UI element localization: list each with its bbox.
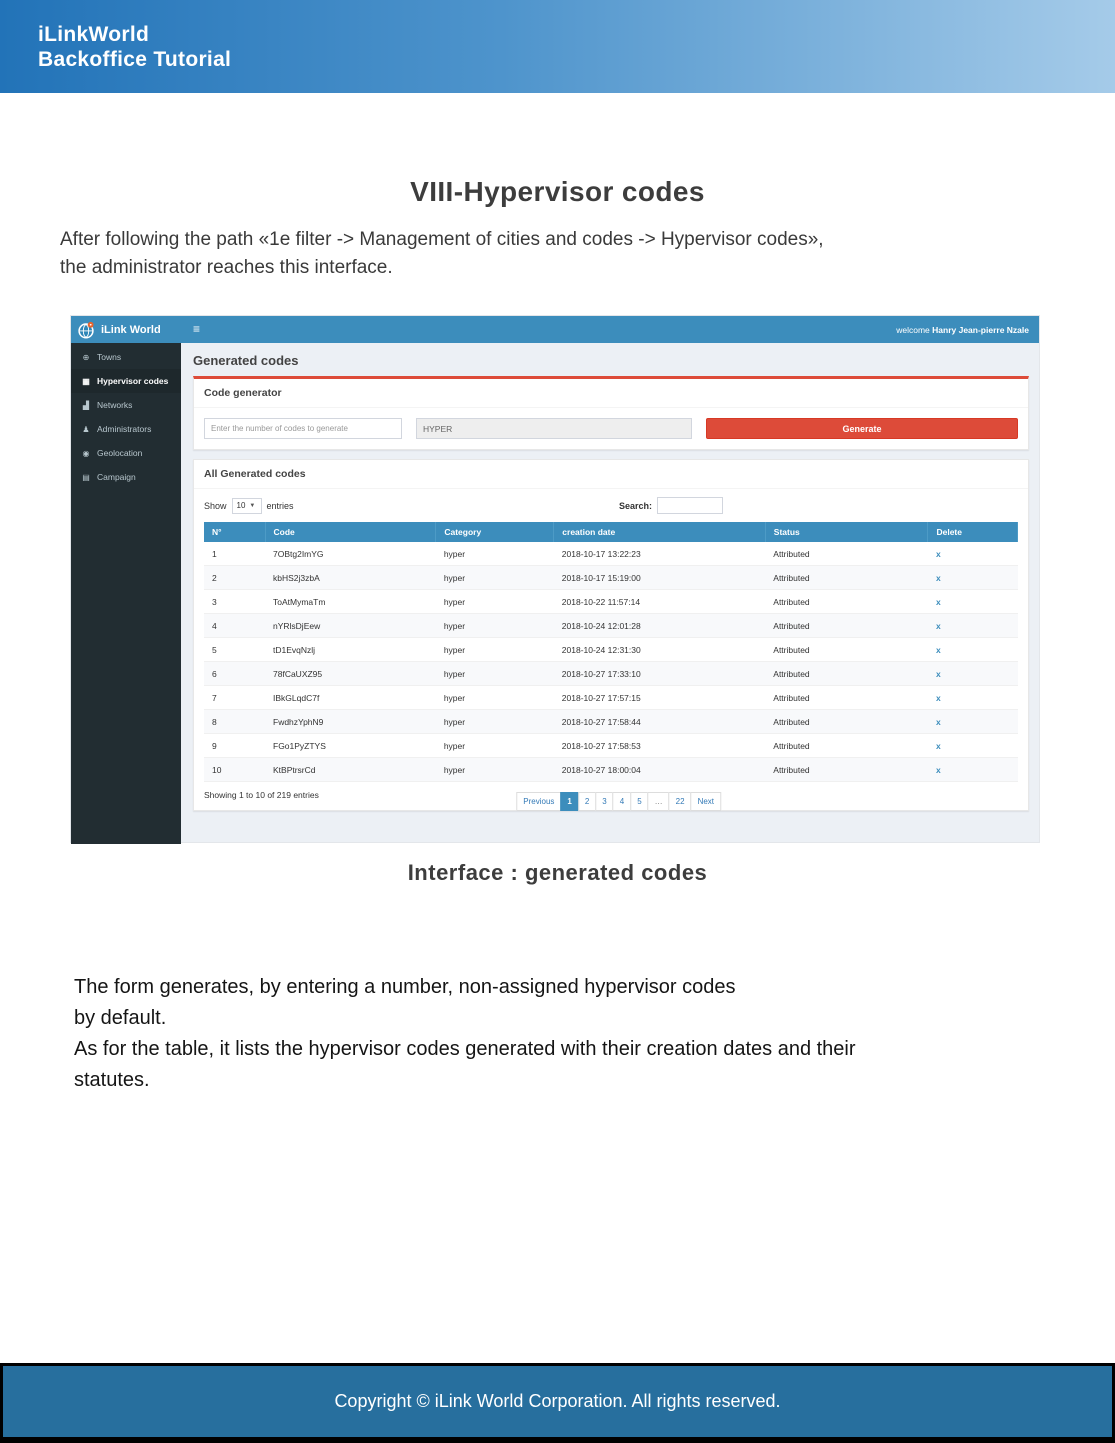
- cell-category: hyper: [436, 590, 554, 614]
- column-header-n[interactable]: N°: [204, 522, 265, 542]
- document-header-line1: iLinkWorld: [38, 23, 150, 46]
- intro-line2: the administrator reaches this interface.: [60, 257, 393, 278]
- page-length-select[interactable]: [232, 498, 262, 514]
- table-row: [204, 614, 1018, 638]
- intro-paragraph: [60, 226, 1060, 282]
- cell-number: 5: [204, 638, 265, 662]
- table-icon: ▦: [82, 376, 90, 386]
- cell-code: IBkGLqdC7f: [265, 686, 436, 710]
- cell-category: hyper: [436, 542, 554, 566]
- ilink-world-logo-icon: [77, 321, 95, 339]
- table-row: [204, 590, 1018, 614]
- cell-code: tD1EvqNzlj: [265, 638, 436, 662]
- cell-creation-date: 2018-10-27 17:58:44: [554, 710, 766, 734]
- cell-category: hyper: [436, 566, 554, 590]
- content-page-title: Generated codes: [193, 353, 299, 368]
- cell-number: 2: [204, 566, 265, 590]
- column-header-status[interactable]: Status: [765, 522, 928, 542]
- cell-category: hyper: [436, 614, 554, 638]
- codes-count-input[interactable]: [204, 418, 402, 439]
- cell-creation-date: 2018-10-27 17:33:10: [554, 662, 766, 686]
- cell-category: hyper: [436, 662, 554, 686]
- pagination-ellipsis: …: [648, 792, 670, 811]
- document-header: [0, 0, 1115, 93]
- table-row: [204, 638, 1018, 662]
- cell-number: 10: [204, 758, 265, 782]
- search-label: Search:: [618, 500, 652, 511]
- pagination-pages: [561, 792, 691, 811]
- cell-delete: [928, 734, 1018, 758]
- codes-table-body: [204, 542, 1018, 782]
- sidebar-item-towns[interactable]: [71, 345, 181, 369]
- sidebar-item-geolocation[interactable]: [71, 441, 181, 465]
- cell-creation-date: 2018-10-27 17:58:53: [554, 734, 766, 758]
- search-control: [619, 497, 723, 514]
- delete-code-button[interactable]: x: [935, 572, 941, 583]
- show-label: Show: [204, 500, 227, 511]
- cell-delete: [928, 614, 1018, 638]
- column-header-category[interactable]: Category: [436, 522, 554, 542]
- table-row: [204, 686, 1018, 710]
- cell-status: Attributed: [765, 758, 928, 782]
- table-row: [204, 758, 1018, 782]
- user-icon: ♟: [82, 424, 90, 434]
- cell-delete: [928, 758, 1018, 782]
- globe-icon: ⊕: [82, 352, 90, 362]
- main-content: [181, 343, 1041, 844]
- pagination: [517, 792, 721, 811]
- cell-delete: [928, 590, 1018, 614]
- cell-delete: [928, 542, 1018, 566]
- cell-code: 7OBtg2ImYG: [265, 542, 436, 566]
- delete-code-button[interactable]: x: [935, 668, 941, 679]
- cell-creation-date: 2018-10-22 11:57:14: [554, 590, 766, 614]
- page-length-value: 10: [236, 501, 246, 510]
- cell-code: KtBPtrsrCd: [265, 758, 436, 782]
- sidebar-item-campaign[interactable]: [71, 465, 181, 489]
- cell-code: FwdhzYphN9: [265, 710, 436, 734]
- cell-number: 9: [204, 734, 265, 758]
- cell-creation-date: 2018-10-24 12:01:28: [554, 614, 766, 638]
- pagination-previous-button[interactable]: Previous: [516, 792, 561, 811]
- cell-category: hyper: [436, 686, 554, 710]
- hamburger-menu-icon[interactable]: ≡: [193, 322, 201, 336]
- cell-status: Attributed: [765, 686, 928, 710]
- document-header-line2: Backoffice Tutorial: [38, 48, 232, 71]
- entries-info: Showing 1 to 10 of 219 entries: [204, 790, 319, 800]
- table-controls: [194, 489, 1028, 522]
- code-generator-title: Code generator: [194, 379, 1028, 408]
- cell-status: Attributed: [765, 710, 928, 734]
- cell-creation-date: 2018-10-27 18:00:04: [554, 758, 766, 782]
- body-line2: by default.: [74, 1007, 167, 1029]
- cell-status: Attributed: [765, 734, 928, 758]
- codes-table: [204, 522, 1018, 782]
- cell-delete: [928, 566, 1018, 590]
- pagination-page-button[interactable]: 4: [613, 792, 631, 811]
- sidebar-menu: [71, 343, 181, 844]
- sidebar-item-label: Networks: [97, 400, 133, 410]
- cell-delete: [928, 638, 1018, 662]
- delete-code-button[interactable]: x: [935, 716, 941, 727]
- generated-codes-title: All Generated codes: [194, 460, 1028, 489]
- column-header-creation-date[interactable]: creation date: [554, 522, 766, 542]
- brand-text: iLink World: [101, 323, 161, 336]
- delete-code-button[interactable]: x: [935, 764, 941, 775]
- cell-number: 3: [204, 590, 265, 614]
- code-prefix-field: [416, 418, 692, 439]
- search-input[interactable]: [657, 497, 723, 514]
- page-title: VIII-Hypervisor codes: [410, 176, 705, 207]
- pagination-page-button[interactable]: 5: [630, 792, 648, 811]
- cell-category: hyper: [436, 734, 554, 758]
- sidebar-item-label: Geolocation: [97, 448, 143, 458]
- delete-code-button[interactable]: x: [935, 596, 941, 607]
- list-table-icon: ▤: [82, 472, 90, 482]
- sidebar-item-administrators[interactable]: [71, 417, 181, 441]
- delete-code-button[interactable]: x: [935, 692, 941, 703]
- cell-code: kbHS2j3zbA: [265, 566, 436, 590]
- delete-code-button[interactable]: x: [935, 644, 941, 655]
- page-length-control: [204, 498, 294, 514]
- cell-category: hyper: [436, 638, 554, 662]
- table-row: [204, 734, 1018, 758]
- generated-codes-panel: [193, 459, 1029, 811]
- body-text: [74, 972, 1054, 1096]
- welcome-prefix: welcome: [896, 324, 930, 335]
- app-screenshot: [70, 315, 1040, 843]
- cell-creation-date: 2018-10-27 17:57:15: [554, 686, 766, 710]
- table-header-row: [204, 522, 1018, 542]
- body-line1: The form generates, by entering a number, non-assigned hypervisor codes: [74, 976, 736, 998]
- pagination-page-button[interactable]: 2: [578, 792, 596, 811]
- cell-number: 4: [204, 614, 265, 638]
- cell-creation-date: 2018-10-17 15:19:00: [554, 566, 766, 590]
- cell-delete: [928, 662, 1018, 686]
- entries-label: entries: [266, 500, 294, 511]
- copyright-footer: [0, 1363, 1115, 1443]
- table-row: [204, 542, 1018, 566]
- code-generator-panel: [193, 376, 1029, 450]
- delete-code-button[interactable]: x: [935, 740, 941, 751]
- table-footer: [194, 782, 1028, 806]
- cell-number: 8: [204, 710, 265, 734]
- table-row: [204, 710, 1018, 734]
- sidebar-item-label: Hypervisor codes: [97, 376, 169, 386]
- map-marker-icon: ◉: [82, 448, 90, 458]
- table-row: [204, 662, 1018, 686]
- cell-status: Attributed: [765, 614, 928, 638]
- welcome-user-name: Hanry Jean-pierre Nzale: [932, 324, 1029, 335]
- cell-status: Attributed: [765, 638, 928, 662]
- cell-code: ToAtMymaTm: [265, 590, 436, 614]
- delete-code-button[interactable]: x: [935, 620, 941, 631]
- pagination-page-button[interactable]: 1: [560, 792, 578, 811]
- pagination-next-button[interactable]: Next: [691, 792, 721, 811]
- table-row: [204, 566, 1018, 590]
- cell-status: Attributed: [765, 662, 928, 686]
- screenshot-caption: Interface : generated codes: [407, 860, 708, 885]
- cell-code: 78fCaUXZ95: [265, 662, 436, 686]
- cell-delete: [928, 710, 1018, 734]
- cell-category: hyper: [436, 758, 554, 782]
- column-header-delete[interactable]: Delete: [928, 522, 1018, 542]
- intro-line1: After following the path «1e filter -> Management of cities and codes -> Hypervisor codes»,: [60, 229, 824, 250]
- pagination-page-button[interactable]: 22: [669, 792, 692, 811]
- sidebar-item-label: Campaign: [97, 472, 136, 482]
- cell-category: hyper: [436, 710, 554, 734]
- app-navbar: [71, 316, 1039, 343]
- cell-number: 6: [204, 662, 265, 686]
- copyright-text: Copyright © iLink World Corporation. All rights reserved.: [334, 1391, 781, 1411]
- body-line3: As for the table, it lists the hypervisor codes generated with their creation dates and their: [74, 1038, 856, 1060]
- sidebar-item-label: Towns: [97, 352, 122, 362]
- cell-status: Attributed: [765, 542, 928, 566]
- brand-logo-area[interactable]: [71, 316, 181, 343]
- code-generator-form: [194, 408, 1028, 449]
- cell-status: Attributed: [765, 566, 928, 590]
- cell-number: 1: [204, 542, 265, 566]
- cell-creation-date: 2018-10-24 12:31:30: [554, 638, 766, 662]
- cell-status: Attributed: [765, 590, 928, 614]
- delete-code-button[interactable]: x: [935, 548, 941, 559]
- cell-number: 7: [204, 686, 265, 710]
- pagination-page-button[interactable]: 3: [595, 792, 613, 811]
- column-header-code[interactable]: Code: [265, 522, 436, 542]
- generate-button[interactable]: Generate: [706, 418, 1018, 439]
- sidebar-item-label: Administrators: [97, 424, 152, 434]
- cell-code: nYRlsDjEew: [265, 614, 436, 638]
- cell-delete: [928, 686, 1018, 710]
- body-line4: statutes.: [74, 1069, 150, 1091]
- cell-code: FGo1PyZTYS: [265, 734, 436, 758]
- signal-bars-icon: ▟: [82, 400, 90, 410]
- cell-creation-date: 2018-10-17 13:22:23: [554, 542, 766, 566]
- sidebar-item-networks[interactable]: [71, 393, 181, 417]
- sidebar-item-hypervisor-codes[interactable]: [71, 369, 181, 393]
- chevron-down-icon: ▼: [249, 502, 256, 509]
- welcome-message: [896, 325, 1039, 335]
